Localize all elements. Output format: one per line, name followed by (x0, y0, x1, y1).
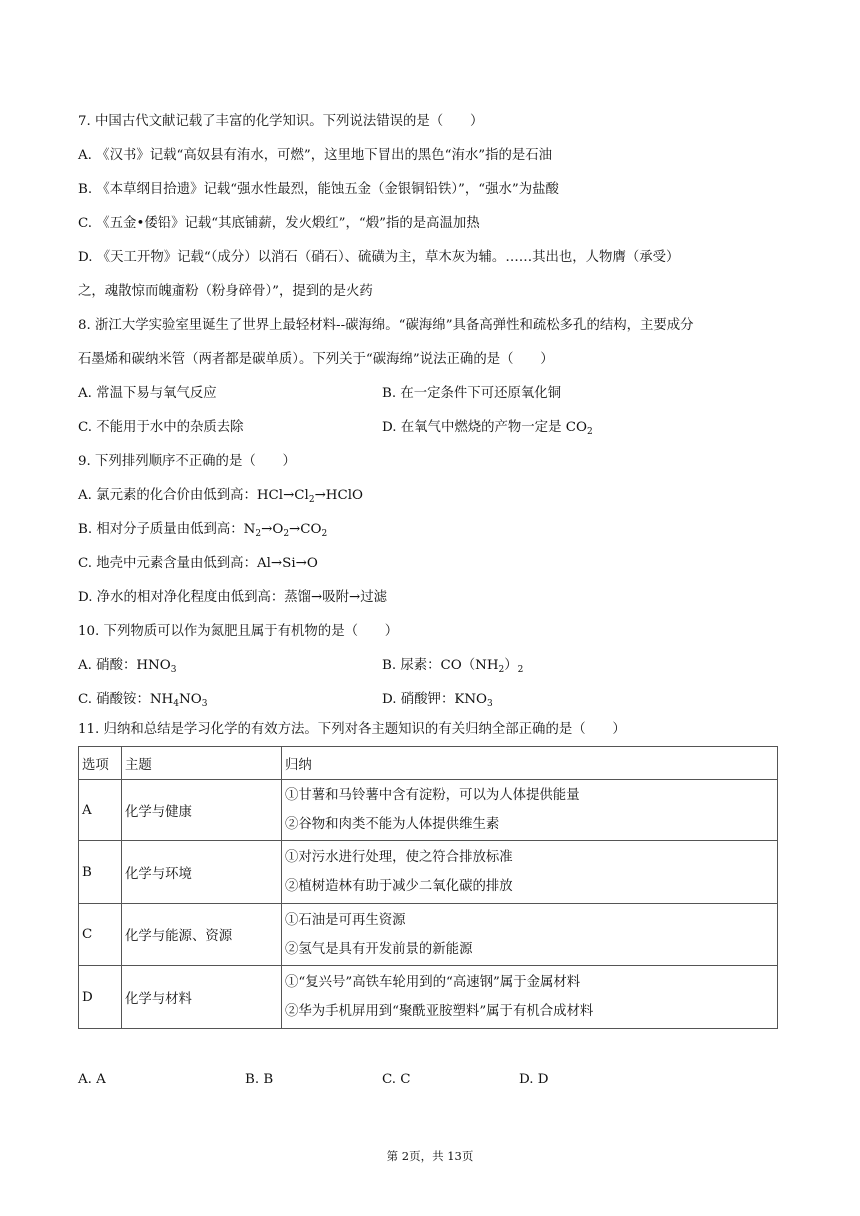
q10-option-c: C. 硝酸铵：$NH_4NO_3$ (78, 692, 208, 709)
row-summary: ①石油是可再生资源 ②氢气是具有开发前景的新能源 (282, 904, 778, 966)
q11-answer-b: B. B (245, 1072, 274, 1087)
q8-option-c: C. 不能用于水中的杂质去除 (78, 420, 244, 435)
q11-answer-a: A. A (78, 1072, 106, 1087)
q8-option-d: D. 在氧气中燃烧的产物一定是 $CO_2$ (382, 420, 593, 437)
header-topic: 主题 (122, 747, 282, 780)
row-topic: 化学与健康 (122, 780, 282, 841)
q10-option-b: B. 尿素：$CO(NH_2)_2$ (382, 658, 524, 675)
q10-option-d: D. 硝酸钾：$KNO_3$ (382, 692, 493, 709)
page-footer: 第 2页，共 13页 (386, 1149, 474, 1163)
row-topic: 化学与能源、资源 (122, 904, 282, 966)
q9-stem: 9. 下列排列顺序不正确的是（ ） (78, 454, 296, 469)
table-row (79, 904, 778, 966)
table-header-row (79, 747, 778, 780)
q8-stem-line2: 石墨烯和碳纳米管（两者都是碳单质）。下列关于“碳海绵”说法正确的是（ ） (78, 352, 554, 367)
q11-table (78, 746, 778, 1029)
row-option: D (79, 966, 122, 1029)
table-row (79, 841, 778, 904)
q8-option-a: A. 常温下易与氧气反应 (78, 386, 217, 401)
q7-option-d-line1: D. 《天工开物》记载“（成分）以消石（硝石）、硫磺为主，草木灰为辅。……其出也，人物膺（承受） (78, 250, 680, 265)
row-topic: 化学与材料 (122, 966, 282, 1029)
header-summary: 归纳 (282, 747, 778, 780)
q7-option-d-line2: 之，魂散惊而魄齑粉（粉身碎骨）”，提到的是火药 (78, 284, 373, 299)
q9-option-a: A. 氯元素的化合价由低到高：$HCl\to Cl_2\to HClO$ (78, 488, 363, 505)
q8-stem-line1: 8. 浙江大学实验室里诞生了世界上最轻材料--碳海绵。“碳海绵”具备高弹性和疏松多孔的结构，主要成分 (78, 318, 694, 333)
q11-answer-c: C. C (382, 1072, 411, 1087)
header-option: 选项 (79, 747, 122, 780)
row-summary: ①对污水进行处理，使之符合排放标准 ②植树造林有助于减少二氧化碳的排放 (282, 841, 778, 904)
q9-option-b: B. 相对分子质量由低到高：$N_2\to O_2\to CO_2$ (78, 522, 328, 539)
q10-option-a: A. 硝酸：$HNO_3$ (78, 658, 177, 675)
q9-option-c: C. 地壳中元素含量由低到高：Al→Si→O (78, 556, 318, 571)
table-row (79, 966, 778, 1029)
q9-option-d: D. 净水的相对净化程度由低到高：蒸馏→吸附→过滤 (78, 590, 388, 605)
row-summary: ①“复兴号”高铁车轮用到的“高速钢”属于金属材料 ②华为手机屏用到“聚酰亚胺塑料”属于有机合成材料 (282, 966, 778, 1029)
q11-stem: 11. 归纳和总结是学习化学的有效方法。下列对各主题知识的有关归纳全部正确的是（ ） (78, 722, 626, 737)
row-option: A (79, 780, 122, 841)
q7-option-a: A. 《汉书》记载“高奴县有洧水，可燃”，这里地下冒出的黑色“洧水”指的是石油 (78, 148, 553, 163)
row-topic: 化学与环境 (122, 841, 282, 904)
row-option: B (79, 841, 122, 904)
q11-answer-d: D. D (519, 1072, 549, 1087)
q10-stem: 10. 下列物质可以作为氮肥且属于有机物的是（ ） (78, 624, 399, 639)
q8-option-b: B. 在一定条件下可还原氧化铜 (382, 386, 562, 401)
row-option: C (79, 904, 122, 966)
q7-stem: 7. 中国古代文献记载了丰富的化学知识。下列说法错误的是（ ） (78, 114, 484, 129)
q7-option-b: B. 《本草纲目拾遗》记载“强水性最烈，能蚀五金（金银铜铅铁）”，“强水”为盐酸 (78, 182, 559, 197)
row-summary: ①甘薯和马铃薯中含有淀粉，可以为人体提供能量 ②谷物和肉类不能为人体提供维生素 (282, 780, 778, 841)
table-row (79, 780, 778, 841)
q7-option-c: C. 《五金•倭铅》记载“其底铺薪，发火煅红”，“煅”指的是高温加热 (78, 216, 480, 231)
